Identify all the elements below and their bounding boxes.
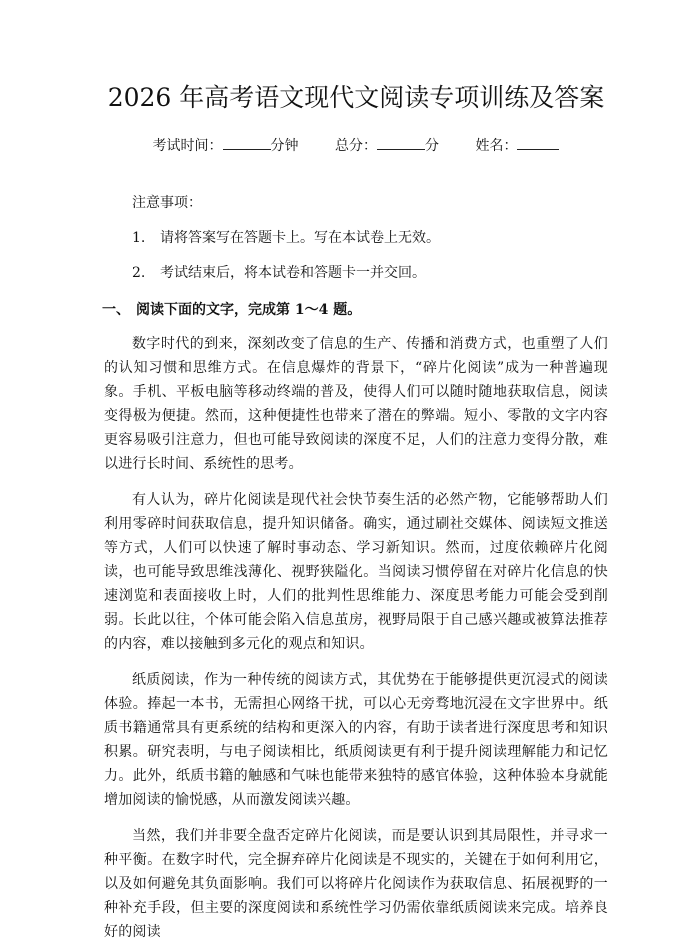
exam-meta bbox=[104, 135, 608, 156]
total-score-field bbox=[335, 135, 439, 156]
total-score-label: 总分： bbox=[335, 138, 377, 154]
notes-item-number: 1. bbox=[132, 230, 146, 246]
notes-item bbox=[104, 228, 608, 248]
body-paragraph: 纸质阅读，作为一种传统的阅读方式，其优势在于能够提供更沉浸式的阅读体验。捧起一本书，无需担心网络干扰，可以心无旁骛地沉浸在文字世界中。纸质书籍通常具有更系统的结构和更深入的内容，有助于读者进行深度思考和知识积累。研究表明，与电子阅读相比，纸质阅读更有利于提升阅读理解能力和记忆力。此外，纸质书籍的触感和气味也能带来独特的感官体验，这种体验本身就能增加阅读的愉悦感，从而激发阅读兴趣。 bbox=[104, 672, 608, 808]
exam-time-blank bbox=[223, 135, 271, 150]
exam-time-label: 考试时间： bbox=[152, 138, 223, 154]
notes-item-number: 2. bbox=[132, 265, 146, 281]
section-heading-text: 阅读下面的文字，完成第 1～4 题。 bbox=[136, 302, 362, 318]
body-paragraph: 当然，我们并非要全盘否定碎片化阅读，而是要认识到其局限性，并寻求一种平衡。在数字时代，完全摒弃碎片化阅读是不现实的，关键在于如何利用它，以及如何避免其负面影响。我们可以将碎片化阅读作为获取信息、拓展视野的一种补充手段，但主要的深度阅读和系统性学习仍需依靠纸质阅读来完成。培养良好的阅读 bbox=[104, 828, 608, 940]
body-paragraph: 数字时代的到来，深刻改变了信息的生产、传播和消费方式，也重塑了人们的认知习惯和思维方式。在信息爆炸的背景下，“碎片化阅读”成为一种普遍现象。手机、平板电脑等移动终端的普及，使得人们可以随时随地获取信息，阅读变得极为便捷。然而，这种便捷性也带来了潜在的弊端。短小、零散的文字内容更容易吸引注意力，但也可能导致阅读的深度不足，人们的注意力变得分散，难以进行长时间、系统性的思考。 bbox=[104, 336, 608, 472]
page-title: 2026 年高考语文现代文阅读专项训练及答案 bbox=[107, 83, 605, 112]
section-heading bbox=[102, 300, 608, 320]
total-score-unit: 分 bbox=[425, 138, 439, 154]
name-field bbox=[475, 135, 559, 156]
notes-list bbox=[104, 228, 608, 283]
total-score-blank bbox=[377, 135, 425, 150]
name-blank bbox=[517, 135, 559, 150]
notes-item bbox=[104, 263, 608, 283]
section-number: 一、 bbox=[102, 302, 130, 318]
exam-time-unit: 分钟 bbox=[270, 138, 299, 154]
notes-item-text: 请将答案写在答题卡上。写在本试卷上无效。 bbox=[160, 230, 440, 246]
notes-item-text: 考试结束后，将本试卷和答题卡一并交回。 bbox=[160, 265, 426, 281]
name-label: 姓名： bbox=[475, 138, 518, 154]
exam-time-field bbox=[153, 135, 299, 156]
body-paragraph: 有人认为，碎片化阅读是现代社会快节奏生活的必然产物，它能够帮助人们利用零碎时间获取信息，提升知识储备。确实，通过刷社交媒体、阅读短文推送等方式，人们可以快速了解时事动态、学习新知识。然而，过度依赖碎片化阅读，也可能导致思维浅薄化、视野狭隘化。当阅读习惯停留在对碎片化信息的快速浏览和表面接收上时，人们的批判性思维能力、深度思考能力可能会受到削弱。长此以往，个体可能会陷入信息茧房，视野局限于自己感兴趣或被算法推荐的内容，难以接触到多元化的观点和知识。 bbox=[104, 492, 608, 652]
notes-title: 注意事项： bbox=[132, 195, 202, 211]
